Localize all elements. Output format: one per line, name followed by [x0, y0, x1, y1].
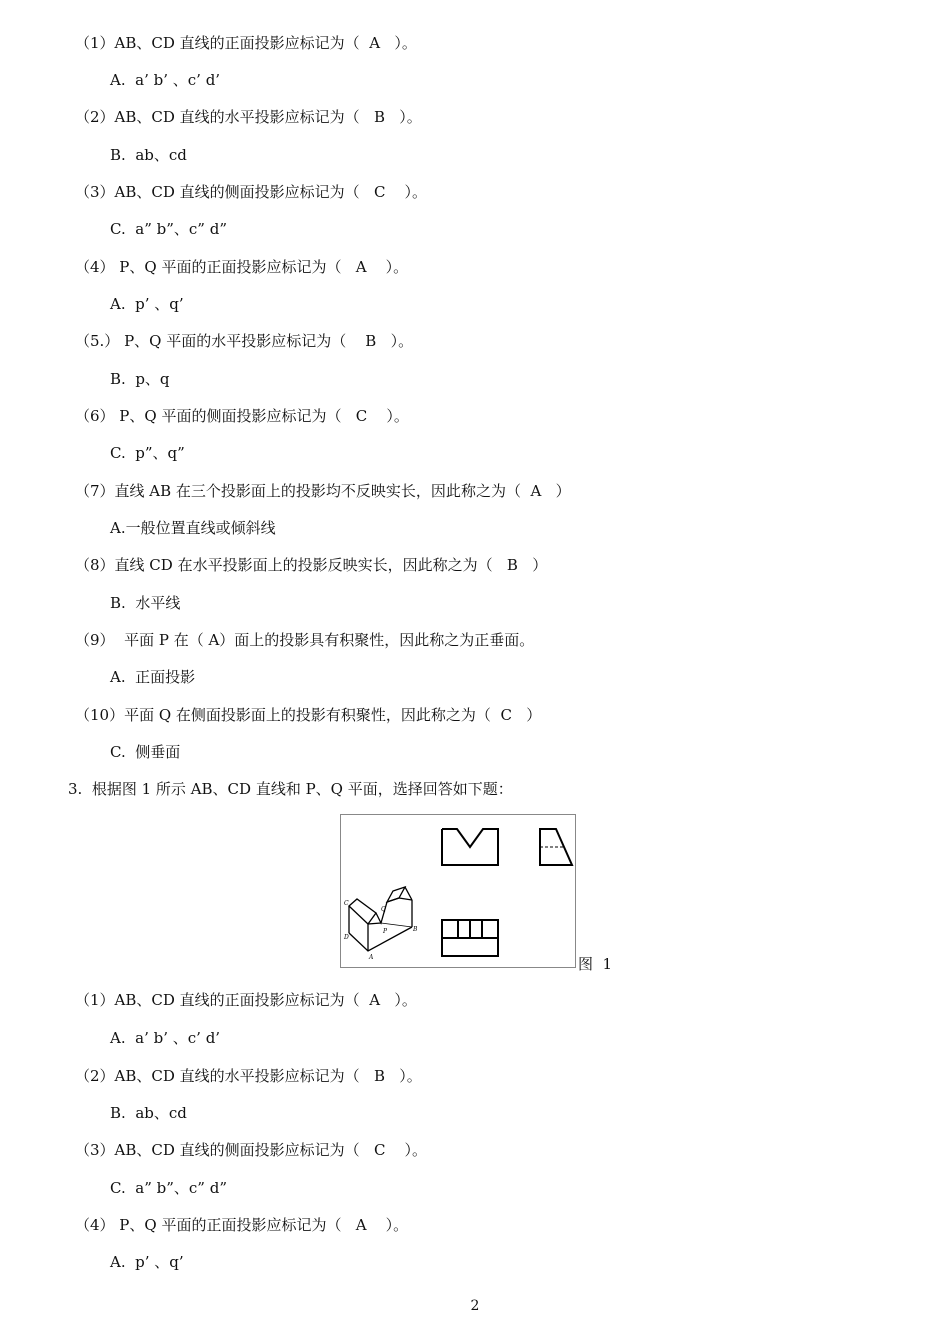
question-4: （4） P、Q 平面的正面投影应标记为（ A ）。	[75, 258, 409, 276]
question-3: （3）AB、CD 直线的侧面投影应标记为（ C ）。	[75, 183, 428, 201]
label-p: P	[383, 928, 388, 935]
answer-9: A. 正面投影	[110, 668, 196, 686]
question-b3: （3）AB、CD 直线的侧面投影应标记为（ C ）。	[75, 1141, 428, 1159]
label-a: A	[369, 954, 374, 961]
label-c: C	[344, 900, 349, 907]
isometric-view	[349, 887, 412, 951]
front-view	[442, 829, 498, 865]
answer-b1: A. a’ b’ 、c’ d’	[110, 1029, 221, 1047]
question-b2: （2）AB、CD 直线的水平投影应标记为（ B ）。	[75, 1067, 422, 1085]
answer-7: A.一般位置直线或倾斜线	[110, 519, 276, 537]
figure-1-drawing	[341, 815, 577, 969]
answer-4: A. p’ 、q’	[110, 295, 184, 313]
answer-6: C. p”、q”	[110, 444, 185, 462]
answer-1: A. a’ b’ 、c’ d’	[110, 71, 221, 89]
figure-caption: 图 1	[578, 955, 613, 973]
question-b1: （1）AB、CD 直线的正面投影应标记为（ A ）。	[75, 991, 417, 1009]
question-5: （5.） P、Q 平面的水平投影应标记为（ B ）。	[75, 332, 414, 350]
question-8: （8）直线 CD 在水平投影面上的投影反映实长，因此称之为（ B ）	[75, 556, 548, 574]
label-d: D	[344, 934, 349, 941]
answer-2: B. ab、cd	[110, 146, 187, 164]
page-number: 2	[470, 1298, 480, 1314]
question-7: （7）直线 AB 在三个投影面上的投影均不反映实长，因此称之为（ A ）	[75, 482, 571, 500]
question-10: （10）平面 Q 在侧面投影面上的投影有积聚性，因此称之为（ C ）	[75, 706, 542, 724]
answer-b3: C. a” b”、c” d”	[110, 1179, 228, 1197]
answer-5: B. p、q	[110, 370, 170, 388]
question-1: （1）AB、CD 直线的正面投影应标记为（ A ）。	[75, 34, 417, 52]
label-q: Q	[381, 906, 386, 913]
answer-8: B. 水平线	[110, 594, 181, 612]
answer-3: C. a” b”、c” d”	[110, 220, 228, 238]
question-2: （2）AB、CD 直线的水平投影应标记为（ B ）。	[75, 108, 422, 126]
figure-1	[340, 814, 576, 968]
question-9: （9） 平面 P 在（ A）面上的投影具有积聚性，因此称之为正垂面。	[75, 631, 535, 649]
question-b4: （4） P、Q 平面的正面投影应标记为（ A ）。	[75, 1216, 409, 1234]
answer-b2: B. ab、cd	[110, 1104, 187, 1122]
section-3-heading: 3. 根据图 1 所示 AB、CD 直线和 P、Q 平面，选择回答如下题：	[68, 780, 513, 798]
top-view	[442, 920, 498, 956]
side-view	[540, 829, 572, 865]
answer-10: C. 侧垂面	[110, 743, 181, 761]
question-6: （6） P、Q 平面的侧面投影应标记为（ C ）。	[75, 407, 409, 425]
answer-b4: A. p’ 、q’	[110, 1253, 184, 1271]
label-b: B	[413, 926, 418, 933]
